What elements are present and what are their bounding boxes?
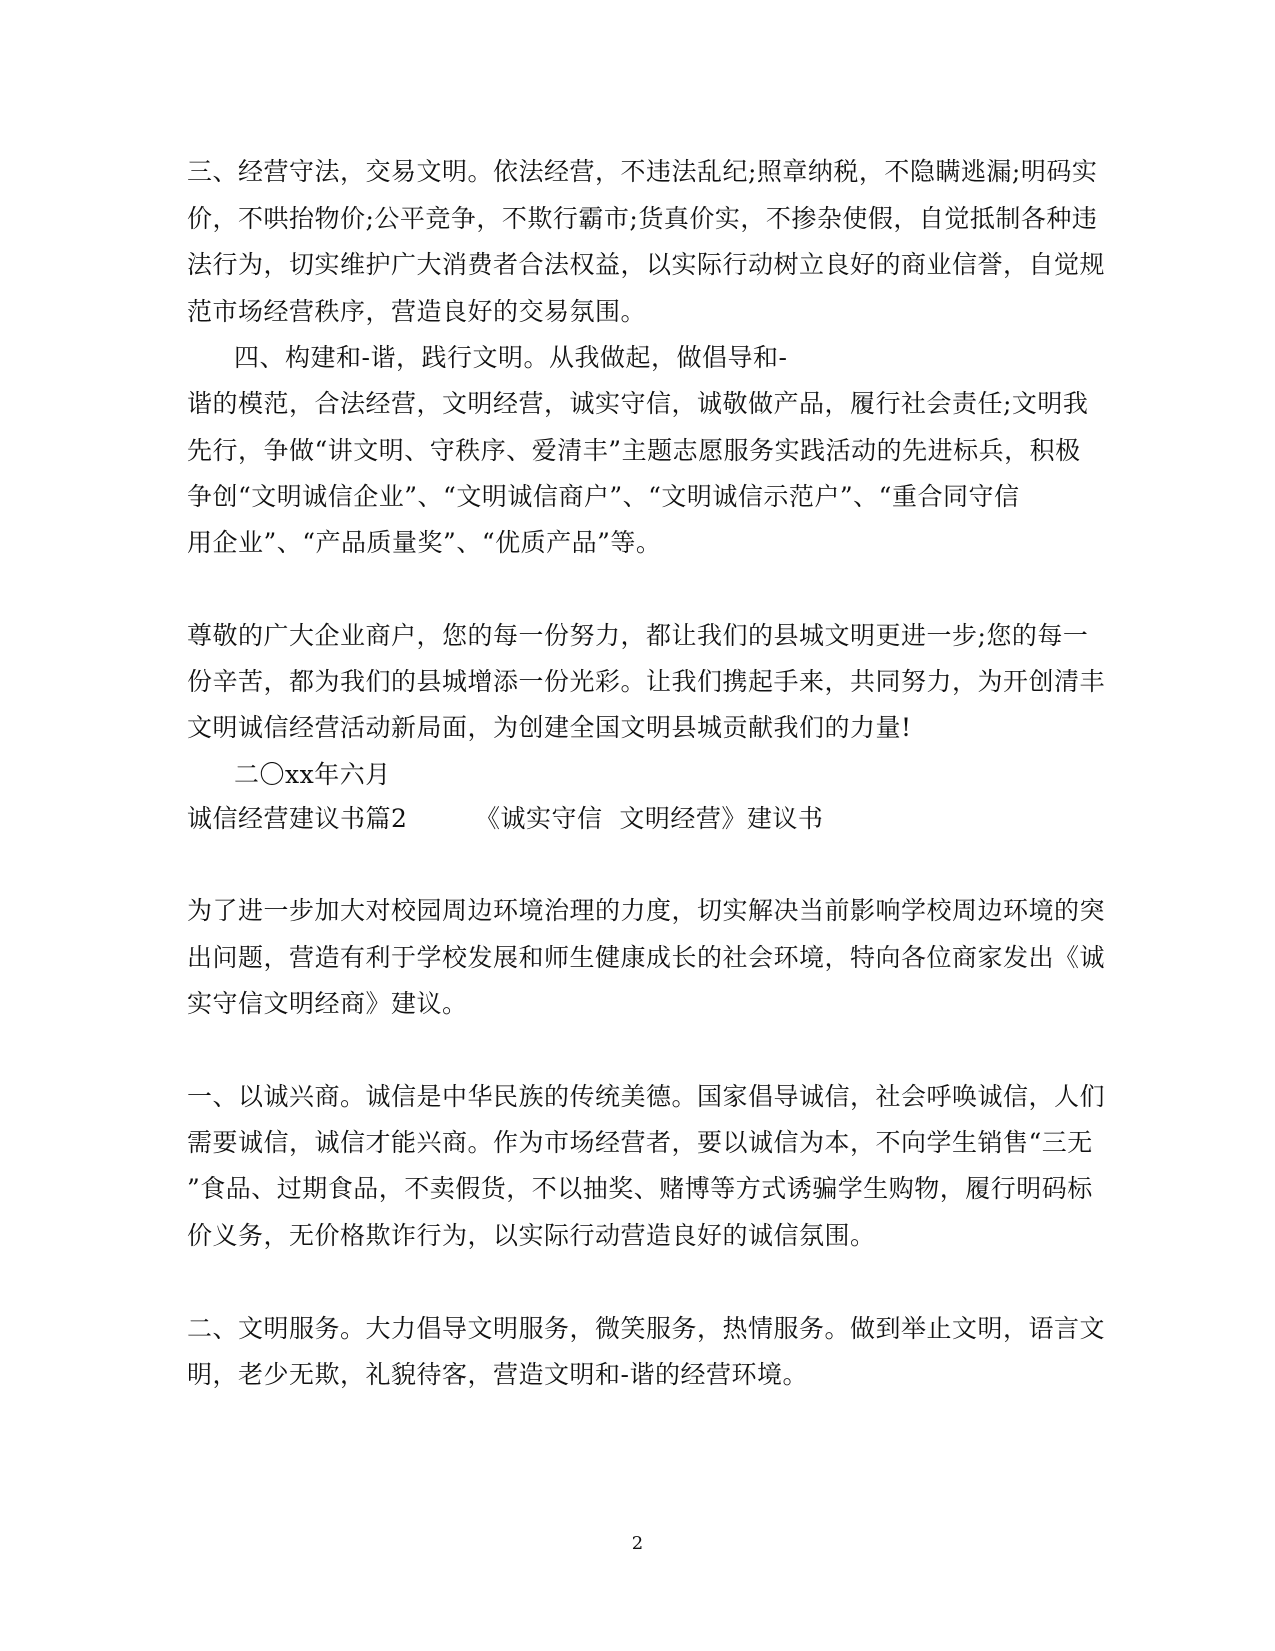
- paragraph-line: 明，老少无欺，礼貌待客，营造文明和-谐的经营环境。: [187, 1360, 808, 1389]
- paragraph-line: 四、构建和-谐，践行文明。从我做起，做倡导和-: [234, 343, 788, 372]
- paragraph-line: 谐的模范，合法经营，文明经营，诚实守信，诚敬做产品，履行社会责任;文明我: [187, 389, 1089, 418]
- paragraph-line: 一、以诚兴商。诚信是中华民族的传统美德。国家倡导诚信，社会呼唤诚信，人们: [187, 1082, 1106, 1111]
- paragraph-line: 范市场经营秩序，营造良好的交易氛围。: [187, 297, 647, 326]
- paragraph-line: 价，不哄抬物价;公平竞争，不欺行霸市;货真价实，不掺杂使假，自觉抵制各种违: [187, 204, 1098, 233]
- paragraph-line: 二、文明服务。大力倡导文明服务，微笑服务，热情服务。做到举止文明，语言文: [187, 1314, 1106, 1343]
- paragraph-line: 实守信文明经商》建议。: [187, 989, 468, 1018]
- paragraph-line: 争创“文明诚信企业”、“文明诚信商户”、“文明诚信示范户”、“重合同守信: [187, 482, 1020, 511]
- page-number: 2: [631, 1533, 644, 1554]
- section-heading: 诚信经营建议书篇2 《诚实守信 文明经营》建议书: [187, 804, 824, 833]
- paragraph-line: 三、经营守法，交易文明。依法经营，不违法乱纪;照章纳税，不隐瞒逃漏;明码实: [187, 157, 1098, 186]
- paragraph-line: 出问题，营造有利于学校发展和师生健康成长的社会环境，特向各位商家发出《诚: [187, 943, 1106, 972]
- paragraph-line: 价义务，无价格欺诈行为，以实际行动营造良好的诚信氛围。: [187, 1221, 876, 1250]
- paragraph-line: 文明诚信经营活动新局面，为创建全国文明县城贡献我们的力量!: [187, 713, 912, 742]
- date-line: 二〇xx年六月: [234, 760, 391, 789]
- paragraph-line: 尊敬的广大企业商户，您的每一份努力，都让我们的县城文明更进一步;您的每一: [187, 621, 1089, 650]
- paragraph-line: 用企业”、“产品质量奖”、“优质产品”等。: [187, 528, 662, 557]
- paragraph-line: ”食品、过期食品，不卖假货，不以抽奖、赌博等方式诱骗学生购物，履行明码标: [187, 1174, 1093, 1203]
- paragraph-line: 需要诚信，诚信才能兴商。作为市场经营者，要以诚信为本，不向学生销售“三无: [187, 1128, 1093, 1157]
- paragraph-line: 为了进一步加大对校园周边环境治理的力度，切实解决当前影响学校周边环境的突: [187, 896, 1106, 925]
- paragraph-line: 份辛苦，都为我们的县城增添一份光彩。让我们携起手来，共同努力，为开创清丰: [187, 667, 1106, 696]
- paragraph-line: 先行，争做“讲文明、守秩序、爱清丰”主题志愿服务实践活动的先进标兵，积极: [187, 436, 1081, 465]
- paragraph-line: 法行为，切实维护广大消费者合法权益，以实际行动树立良好的商业信誉，自觉规: [187, 250, 1106, 279]
